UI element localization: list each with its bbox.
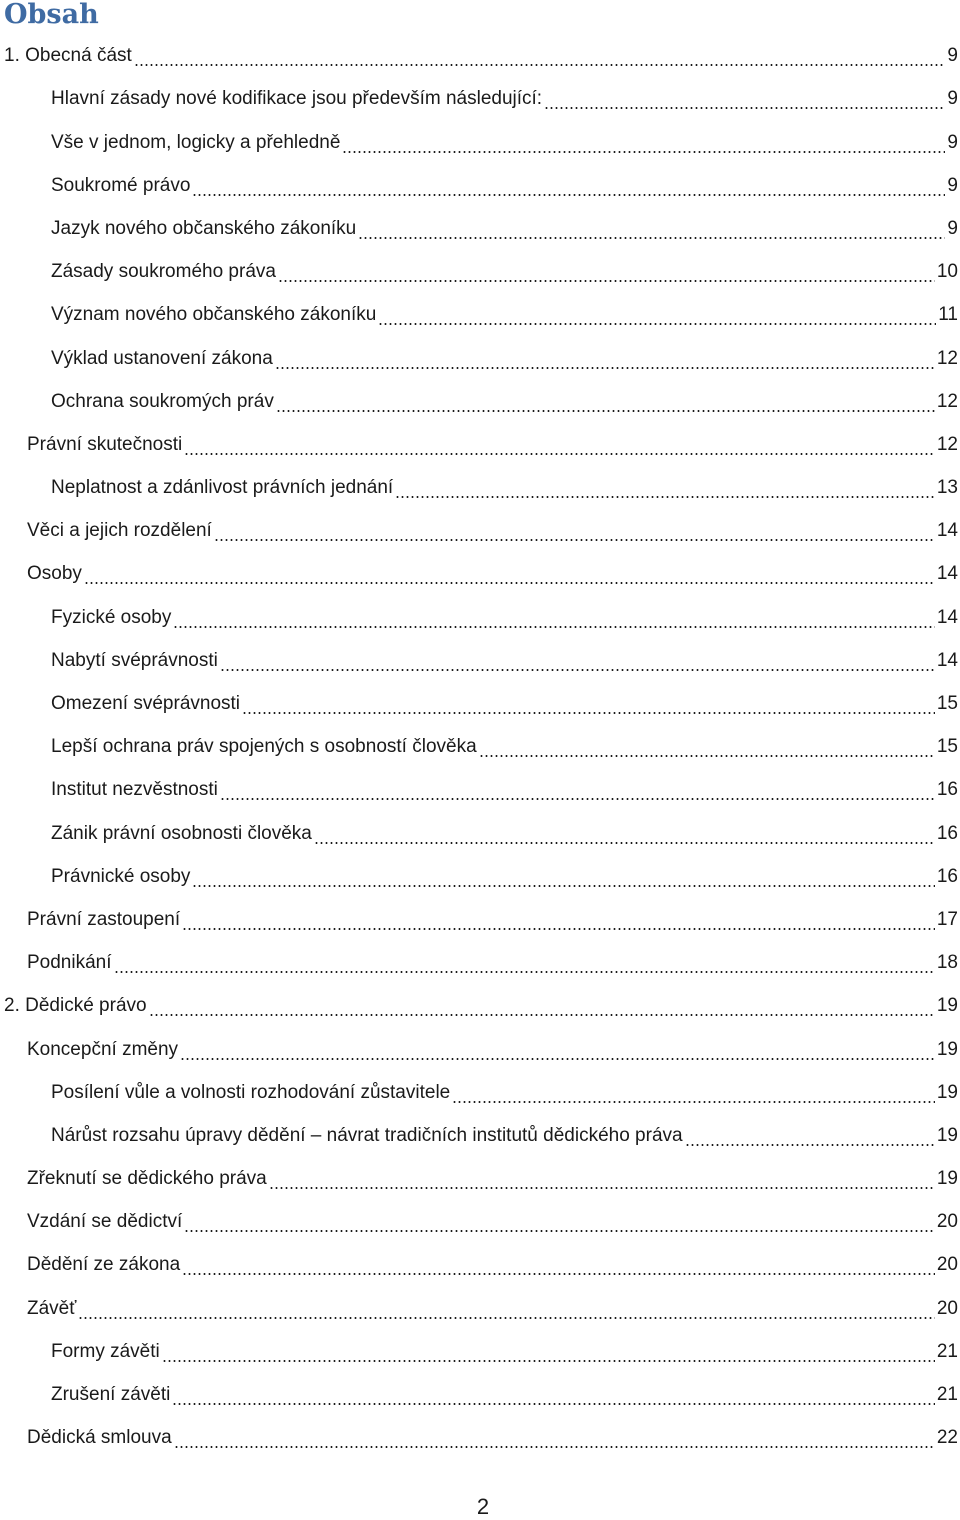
toc-entry-title: Právní skutečnosti (27, 433, 183, 455)
toc-entry-page-number: 12 (936, 390, 958, 412)
dot-leader (220, 669, 935, 671)
toc-entry-title: Omezení svéprávnosti (51, 693, 241, 714)
dot-leader (192, 885, 934, 887)
dot-leader (172, 1403, 935, 1405)
toc-entry-title: Zřeknutí se dědického práva (27, 1168, 267, 1190)
toc-entry[interactable] (0, 1110, 960, 1153)
toc-entry-page-number: 16 (936, 822, 958, 844)
toc-entry-title: Věci a jejich rozdělení (27, 520, 212, 542)
toc-entry-page-number: 20 (936, 1297, 958, 1319)
toc-entry[interactable] (0, 1196, 960, 1239)
dot-leader (378, 323, 936, 325)
toc-entry[interactable] (0, 980, 960, 1023)
toc-entry-title: Zánik právní osobnosti člověka (51, 822, 312, 844)
toc-entry[interactable] (0, 635, 960, 678)
toc-entry-page-number: 13 (936, 477, 958, 499)
toc-entry-title: Jazyk nového občanského zákoníku (51, 217, 357, 239)
dot-leader (192, 194, 945, 196)
dot-leader (214, 539, 935, 541)
dot-leader (342, 151, 945, 153)
dot-leader (276, 410, 935, 412)
toc-entry-page-number: 15 (936, 736, 958, 758)
toc-entry[interactable] (0, 73, 960, 116)
toc-entry-title: Dědická smlouva (27, 1427, 172, 1449)
dot-leader (173, 626, 934, 628)
dot-leader (314, 842, 935, 844)
toc-entry[interactable] (0, 1369, 960, 1412)
dot-leader (242, 712, 935, 714)
toc-entry-title: Fyzické osoby (51, 606, 172, 628)
toc-entry-page-number: 21 (936, 1340, 958, 1362)
toc-entry-title: Vše v jednom, logicky a přehledně (51, 131, 341, 153)
toc-entry-page-number: 15 (936, 693, 958, 714)
dot-leader (275, 367, 935, 369)
dot-leader (184, 453, 935, 455)
dot-leader (452, 1101, 935, 1103)
toc-entry-page-number: 19 (936, 995, 958, 1017)
toc-entry[interactable] (0, 937, 960, 980)
dot-leader (220, 798, 935, 800)
toc-entry-title: Právní zastoupení (27, 908, 181, 930)
toc-entry-page-number: 9 (947, 45, 958, 67)
toc-entry-title: Dědění ze zákona (27, 1254, 181, 1276)
dot-leader (114, 971, 935, 973)
toc-entry[interactable] (0, 1326, 960, 1369)
toc-entry-page-number: 19 (936, 1168, 958, 1190)
toc-entry[interactable] (0, 894, 960, 937)
page-number: 2 (476, 1494, 490, 1519)
toc-entry[interactable] (0, 807, 960, 850)
dot-leader (278, 280, 935, 282)
toc-entry-page-number: 20 (936, 1211, 958, 1233)
toc-entry[interactable] (0, 1067, 960, 1110)
dot-leader (162, 1360, 935, 1362)
dot-leader (78, 1317, 934, 1319)
toc-entry-title: Ochrana soukromých práv (51, 390, 274, 412)
toc-entry[interactable] (0, 678, 960, 721)
dot-leader (358, 237, 945, 239)
toc-entry[interactable] (0, 505, 960, 548)
toc-entry-title: Posílení vůle a volnosti rozhodování zůstavitele (51, 1081, 451, 1103)
dot-leader (685, 1144, 935, 1146)
toc-entry-page-number: 10 (936, 261, 958, 283)
toc-entry-title: Hlavní zásady nové kodifikace jsou především následující: (51, 88, 543, 110)
toc-entry-page-number: 16 (936, 779, 958, 801)
dot-leader (174, 1446, 935, 1448)
dot-leader (395, 496, 935, 498)
dot-leader (269, 1187, 935, 1189)
toc-entry-page-number: 11 (938, 304, 958, 326)
toc-entry-page-number: 20 (936, 1254, 958, 1276)
toc-entry[interactable] (0, 764, 960, 807)
toc-entry-title: Soukromé právo (51, 174, 191, 196)
dot-leader (544, 107, 945, 109)
toc-entry-page-number: 19 (936, 1081, 958, 1103)
toc-entry-page-number: 12 (936, 347, 958, 369)
toc-entry-title: Vzdání se dědictví (27, 1211, 183, 1233)
toc-entry-page-number: 9 (947, 131, 958, 153)
toc-entry-page-number: 18 (936, 952, 958, 974)
page-title: Obsah (4, 0, 99, 30)
toc-entry-page-number: 21 (936, 1384, 958, 1405)
toc-entry[interactable] (0, 1023, 960, 1066)
toc-entry[interactable] (0, 160, 960, 203)
toc-entry-title: Podnikání (27, 952, 112, 974)
toc-entry-page-number: 14 (936, 649, 958, 671)
toc-entry-title: 1. Obecná část (4, 45, 132, 67)
toc-entry-page-number: 19 (936, 1038, 958, 1060)
toc-entry[interactable] (0, 246, 960, 289)
toc-entry-title: Zrušení závěti (51, 1384, 171, 1405)
toc-entry-title: Nabytí svéprávnosti (51, 649, 218, 671)
dot-leader (134, 64, 946, 66)
toc-entry[interactable] (0, 1239, 960, 1282)
dot-leader (149, 1014, 935, 1016)
toc-entry-page-number: 22 (936, 1427, 958, 1449)
toc-entry-title: Význam nového občanského zákoníku (51, 304, 377, 326)
toc-entry-page-number: 14 (936, 606, 958, 628)
toc-entry-title: Závěť (27, 1297, 77, 1319)
toc-entry-title: Nárůst rozsahu úpravy dědění – návrat tradičních institutů dědického práva (51, 1124, 683, 1146)
toc-entry-title: Institut nezvěstnosti (51, 779, 218, 801)
table-of-contents (0, 30, 960, 1455)
toc-entry[interactable] (0, 289, 960, 332)
toc-entry[interactable] (0, 721, 960, 764)
toc-entry-title: Právnické osoby (51, 865, 191, 887)
toc-entry[interactable] (0, 1153, 960, 1196)
toc-entry-page-number: 19 (936, 1124, 958, 1146)
toc-entry[interactable] (0, 203, 960, 246)
dot-leader (479, 755, 935, 757)
toc-entry[interactable] (0, 30, 960, 73)
toc-entry-title: Zásady soukromého práva (51, 261, 276, 283)
dot-leader (180, 1058, 935, 1060)
toc-entry-title: Neplatnost a zdánlivost právních jednání (51, 477, 394, 499)
toc-entry-page-number: 9 (947, 174, 958, 196)
toc-entry[interactable] (0, 1412, 960, 1455)
toc-entry-page-number: 9 (947, 217, 958, 239)
toc-entry[interactable] (0, 332, 960, 375)
toc-entry-title: Výklad ustanovení zákona (51, 347, 273, 369)
dot-leader (184, 1230, 935, 1232)
toc-entry[interactable] (0, 116, 960, 159)
toc-entry[interactable] (0, 851, 960, 894)
toc-entry-title: 2. Dědické právo (4, 995, 147, 1017)
dot-leader (84, 582, 935, 584)
toc-entry[interactable] (0, 376, 960, 419)
toc-entry[interactable] (0, 591, 960, 634)
toc-entry[interactable] (0, 1282, 960, 1325)
toc-entry-title: Koncepční změny (27, 1038, 179, 1060)
toc-entry-page-number: 16 (936, 865, 958, 887)
toc-entry[interactable] (0, 419, 960, 462)
toc-entry-title: Lepší ochrana práv spojených s osobností člověka (51, 736, 477, 758)
toc-entry-page-number: 17 (936, 908, 958, 930)
toc-entry-page-number: 12 (936, 433, 958, 455)
dot-leader (182, 928, 935, 930)
toc-entry-title: Formy závěti (51, 1340, 160, 1362)
dot-leader (182, 1273, 935, 1275)
toc-entry-title: Osoby (27, 563, 82, 585)
toc-entry[interactable] (0, 548, 960, 591)
toc-entry[interactable] (0, 462, 960, 505)
toc-entry-page-number: 14 (936, 563, 958, 585)
toc-entry-page-number: 9 (947, 88, 958, 110)
toc-entry-page-number: 14 (936, 520, 958, 542)
